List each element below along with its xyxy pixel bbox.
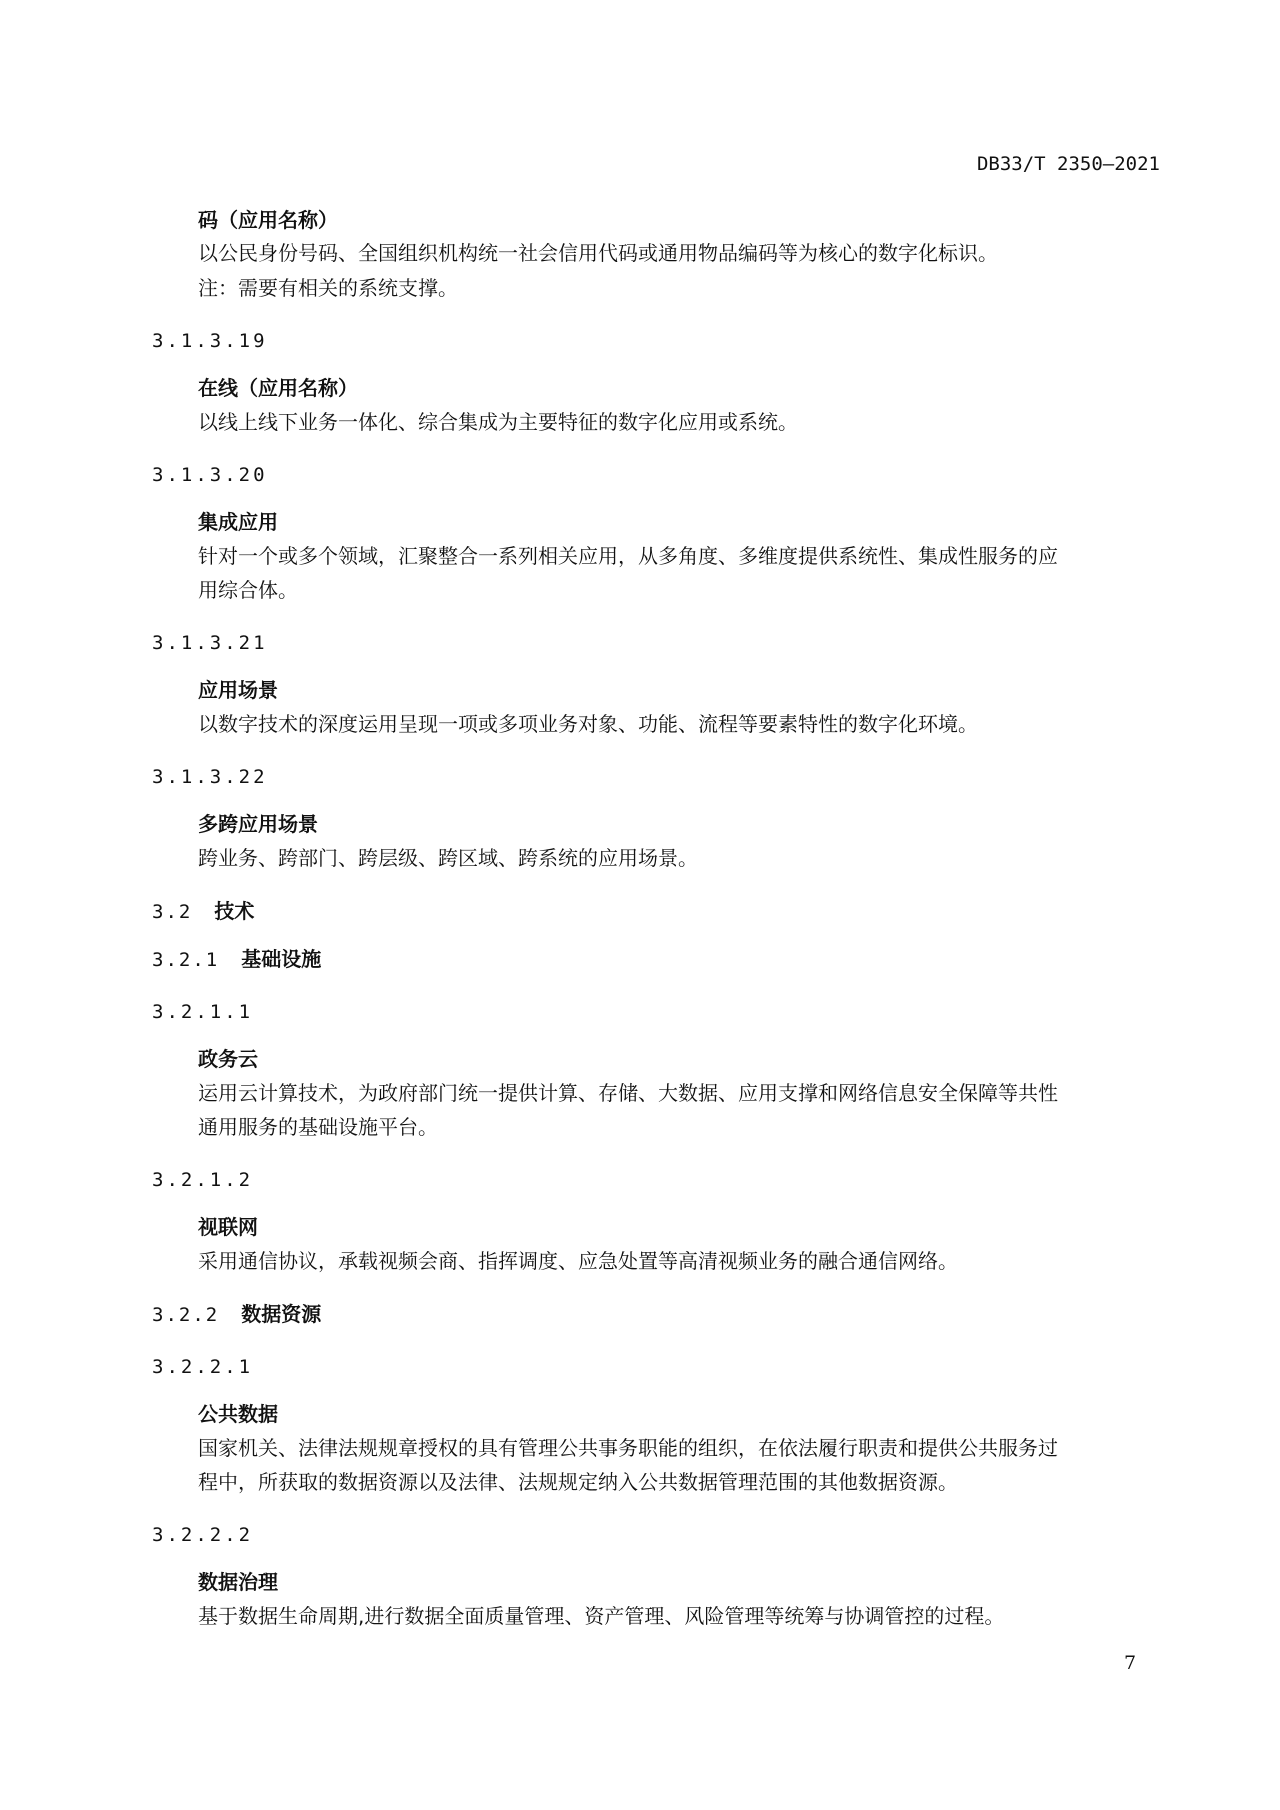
section-heading — [152, 946, 321, 973]
clause-number: 3.2.2.1 — [152, 1356, 254, 1378]
term-definition: 跨业务、跨部门、跨层级、跨区域、跨系统的应用场景。 — [198, 846, 698, 870]
term-title: 多跨应用场景 — [198, 812, 318, 836]
section-heading — [152, 898, 254, 925]
term-definition: 以线上线下业务一体化、综合集成为主要特征的数字化应用或系统。 — [198, 410, 798, 434]
term-title: 集成应用 — [198, 510, 278, 534]
term-definition: 基于数据生命周期,进行数据全面质量管理、资产管理、风险管理等统筹与协调管控的过程。 — [198, 1604, 1005, 1628]
section-title: 技术 — [214, 899, 255, 923]
clause-number: 3.1.3.22 — [152, 766, 268, 788]
term-title: 码（应用名称） — [198, 208, 338, 232]
term-definition-continued: 用综合体。 — [198, 578, 298, 602]
clause-number: 3.1.3.20 — [152, 464, 268, 486]
clause-number: 3.1.3.21 — [152, 632, 268, 654]
term-note: 注：需要有相关的系统支撑。 — [198, 276, 458, 300]
term-definition: 国家机关、法律法规规章授权的具有管理公共事务职能的组织，在依法履行职责和提供公共服务过 — [198, 1436, 1058, 1460]
term-definition: 运用云计算技术，为政府部门统一提供计算、存储、大数据、应用支撑和网络信息安全保障等共性 — [198, 1081, 1058, 1105]
section-number: 3.2.2 — [152, 1304, 220, 1326]
term-definition-continued: 通用服务的基础设施平台。 — [198, 1115, 438, 1139]
term-title: 政务云 — [198, 1047, 258, 1071]
clause-number: 3.2.1.2 — [152, 1169, 254, 1191]
section-title: 数据资源 — [241, 1302, 322, 1326]
term-definition: 以公民身份号码、全国组织机构统一社会信用代码或通用物品编码等为核心的数字化标识。 — [198, 241, 998, 265]
term-definition-continued: 程中，所获取的数据资源以及法律、法规规定纳入公共数据管理范围的其他数据资源。 — [198, 1470, 958, 1494]
section-heading — [152, 1301, 321, 1328]
term-title: 视联网 — [198, 1215, 258, 1239]
term-definition: 采用通信协议，承载视频会商、指挥调度、应急处置等高清视频业务的融合通信网络。 — [198, 1249, 958, 1273]
term-title: 在线（应用名称） — [198, 376, 358, 400]
document-code-header: DB33/T 2350—2021 — [976, 153, 1160, 175]
section-title: 基础设施 — [241, 947, 322, 971]
section-number: 3.2.1 — [152, 949, 220, 971]
section-number: 3.2 — [152, 901, 193, 923]
term-definition: 以数字技术的深度运用呈现一项或多项业务对象、功能、流程等要素特性的数字化环境。 — [198, 712, 978, 736]
term-title: 公共数据 — [198, 1402, 278, 1426]
clause-number: 3.2.1.1 — [152, 1001, 254, 1023]
page-number: 7 — [1124, 1652, 1137, 1674]
term-title: 应用场景 — [198, 678, 278, 702]
clause-number: 3.1.3.19 — [152, 330, 268, 352]
clause-number: 3.2.2.2 — [152, 1524, 254, 1546]
term-title: 数据治理 — [198, 1570, 278, 1594]
term-definition: 针对一个或多个领域，汇聚整合一系列相关应用，从多角度、多维度提供系统性、集成性服务的应 — [198, 544, 1058, 568]
